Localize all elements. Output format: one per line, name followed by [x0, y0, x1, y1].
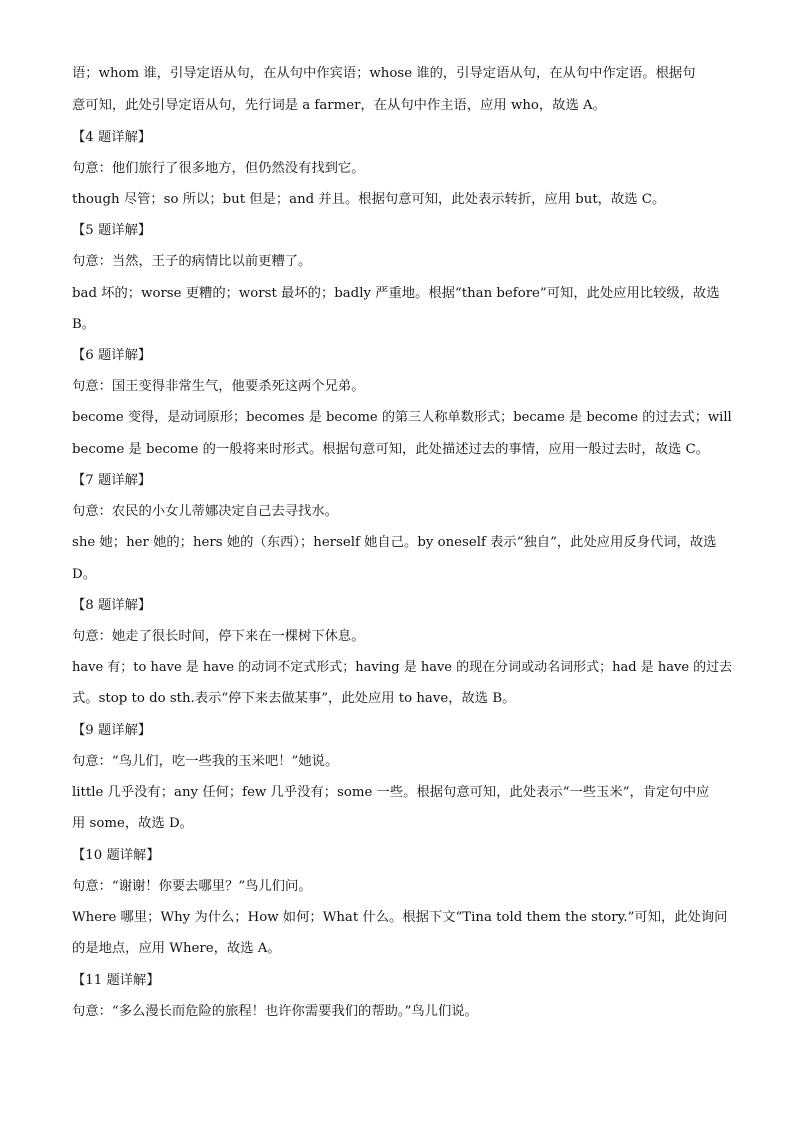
section-heading: 【9 题详解】	[72, 723, 152, 738]
text-line: 用 some，故选 D。	[72, 816, 193, 831]
section-heading: 【10 题详解】	[72, 848, 160, 863]
section-heading: 【7 题详解】	[72, 473, 152, 488]
text-line: she 她；her 她的；hers 她的（东西）；herself 她自己。by oneself 表示“独自”，此处应用反身代词，故选	[72, 535, 717, 550]
text-line: though 尽管；so 所以；but 但是；and 并且。根据句意可知，此处表示转折，应用 but，故选 C。	[72, 192, 666, 207]
text-line: 句意：国王变得非常生气，他要杀死这两个兄弟。	[72, 379, 365, 394]
text-line: Where 哪里；Why 为什么；How 如何；What 什么。根据下文“Tina told them the story.”可知，此处询问	[72, 910, 728, 925]
text-line: 意可知，此处引导定语从句，先行词是 a farmer，在从句中作主语，应用 who，故选 A。	[72, 98, 606, 113]
text-line: 语；whom 谁，引导定语从句，在从句中作宾语；whose 谁的，引导定语从句，在从句中作定语。根据句	[72, 66, 696, 81]
section-heading: 【5 题详解】	[72, 223, 152, 238]
text-line: 句意：当然，王子的病情比以前更糟了。	[72, 254, 312, 269]
text-line: D。	[72, 567, 96, 582]
text-line: 句意：农民的小女儿蒂娜决定自己去寻找水。	[72, 504, 338, 519]
text-line: become 变得，是动词原形；becomes 是 become 的第三人称单数形式；became 是 become 的过去式；will	[72, 410, 732, 425]
section-heading: 【6 题详解】	[72, 348, 152, 363]
section-heading: 【11 题详解】	[72, 973, 160, 988]
text-line: 句意：“多么漫长而危险的旅程！也许你需要我们的帮助。”鸟儿们说。	[72, 1004, 478, 1019]
section-heading: 【8 题详解】	[72, 598, 152, 613]
section-heading: 【4 题详解】	[72, 130, 152, 145]
text-line: 句意：她走了很长时间，停下来在一棵树下休息。	[72, 629, 365, 644]
text-line: B。	[72, 317, 96, 332]
text-line: have 有；to have 是 have 的动词不定式形式；having 是 have 的现在分词或动名词形式；had 是 have 的过去	[72, 660, 733, 675]
text-line: 句意：“鸟儿们，吃一些我的玉米吧！”她说。	[72, 754, 339, 769]
text-line: 句意：他们旅行了很多地方，但仍然没有找到它。	[72, 161, 365, 176]
text-line: become 是 become 的一般将来时形式。根据句意可知，此处描述过去的事情，应用一般过去时，故选 C。	[72, 442, 709, 457]
text-line: 式。stop to do sth.表示“停下来去做某事”，此处应用 to have，故选 B。	[72, 691, 516, 706]
text-line: bad 坏的；worse 更糟的；worst 最坏的；badly 严重地。根据“than before”可知，此处应用比较级，故选	[72, 286, 720, 301]
text-line: 句意：“谢谢！你要去哪里？”鸟儿们问。	[72, 879, 312, 894]
text-line: 的是地点，应用 Where，故选 A。	[72, 941, 281, 956]
text-line: little 几乎没有；any 任何；few 几乎没有；some 一些。根据句意可知，此处表示“一些玉米”，肯定句中应	[72, 785, 710, 800]
